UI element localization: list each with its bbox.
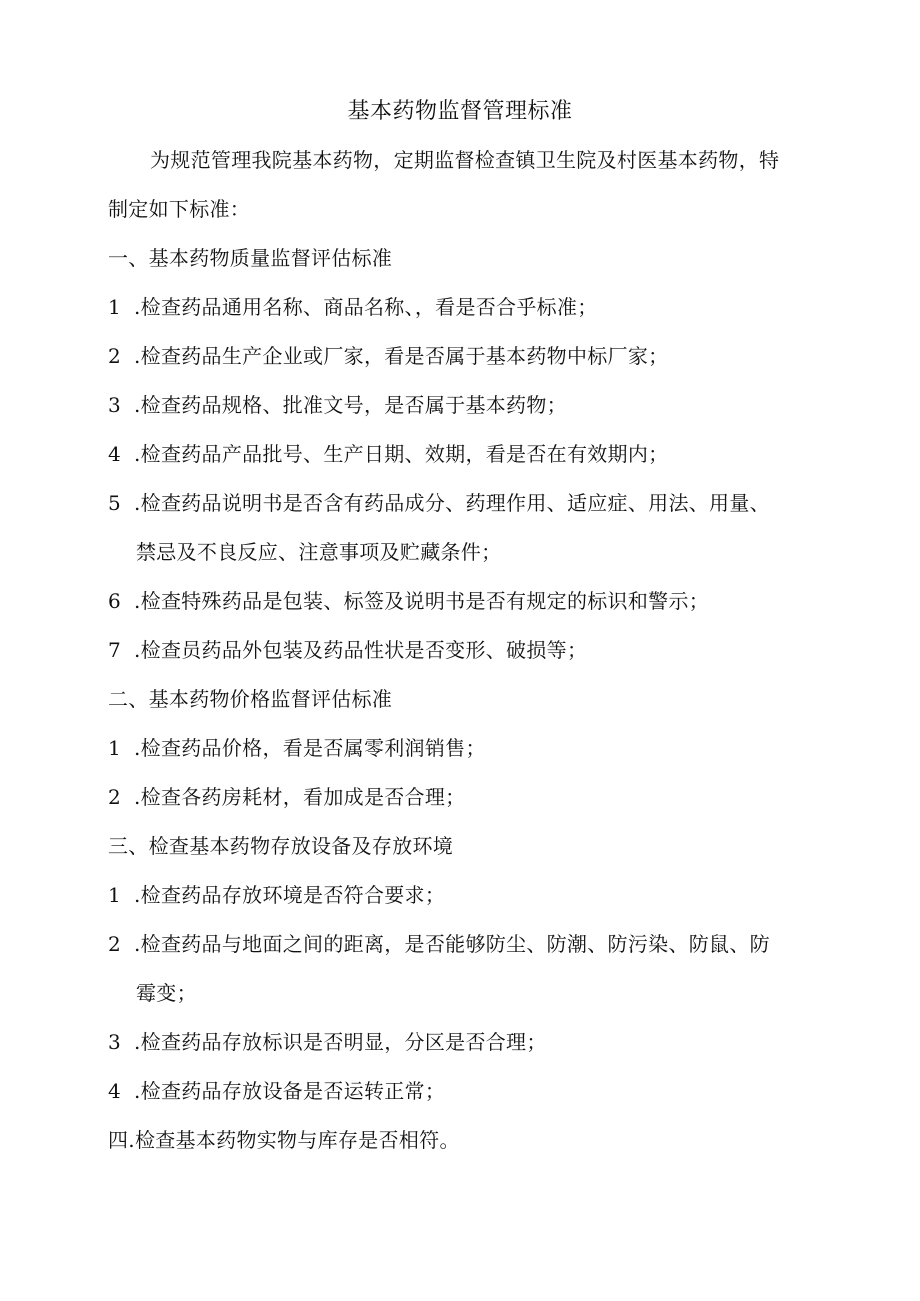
list-item: [108, 880, 828, 910]
list-item-continued: 霉变；: [136, 981, 197, 1005]
intro-line: 为规范管理我院基本药物，定期监督检查镇卫生院及村医基本药物，特: [150, 148, 780, 172]
list-item: [108, 733, 828, 763]
item-text: .检查药品产品批号、生产日期、效期，看是否在有效期内；: [134, 442, 669, 466]
section-heading: 四.检查基本药物实物与库存是否相符。: [108, 1128, 460, 1152]
item-text: .检查特殊药品是包装、标签及说明书是否有规定的标识和警示；: [134, 589, 710, 613]
item-number: 1: [108, 883, 122, 907]
section-heading: 三、检查基本药物存放设备及存放环境: [108, 834, 454, 858]
item-number: 3: [108, 1030, 122, 1054]
list-item: [108, 439, 828, 469]
item-text: .检查各药房耗材，看加成是否合理；: [134, 785, 466, 809]
item-number: 1: [108, 736, 122, 760]
list-item: [108, 488, 828, 518]
list-item: [108, 929, 828, 959]
section-heading: 二、基本药物价格监督评估标准: [108, 687, 393, 711]
list-item: [108, 586, 828, 616]
item-text: .检查药品价格，看是否属零利润销售；: [134, 736, 486, 760]
item-number: 4: [108, 442, 122, 466]
item-text: .检查药品与地面之间的距离，是否能够防尘、防潮、防污染、防鼠、防: [134, 932, 770, 956]
list-item-continued: 禁忌及不良反应、注意事项及贮藏条件；: [136, 540, 502, 564]
section-heading: 一、基本药物质量监督评估标准: [108, 246, 393, 270]
list-item: [108, 782, 828, 812]
item-text: .检查员药品外包装及药品性状是否变形、破损等；: [134, 638, 588, 662]
list-item: [108, 341, 828, 371]
item-text: .检查药品通用名称、商品名称、，看是否合乎标准；: [134, 295, 598, 319]
item-number: 3: [108, 393, 122, 417]
item-text: .检查药品规格、批准文号，是否属于基本药物；: [134, 393, 567, 417]
item-number: 2: [108, 932, 122, 956]
item-number: 6: [108, 589, 122, 613]
intro-line-continued: 制定如下标准：: [108, 197, 251, 221]
list-item: [108, 1076, 828, 1106]
item-text: .检查药品生产企业或厂家，看是否属于基本药物中标厂家；: [134, 344, 669, 368]
list-item: [108, 635, 828, 665]
item-text: .检查药品存放环境是否符合要求；: [134, 883, 446, 907]
item-number: 2: [108, 344, 122, 368]
list-item: [108, 292, 828, 322]
list-item: [108, 390, 828, 420]
item-number: 5: [108, 491, 122, 515]
item-text: .检查药品存放设备是否运转正常；: [134, 1079, 446, 1103]
list-item: [108, 1027, 828, 1057]
item-text: .检查药品存放标识是否明显，分区是否合理；: [134, 1030, 547, 1054]
item-number: 1: [108, 295, 122, 319]
page-title: 基本药物监督管理标准: [347, 99, 573, 124]
item-text: .检查药品说明书是否含有药品成分、药理作用、适应症、用法、用量、: [134, 491, 770, 515]
item-number: 4: [108, 1079, 122, 1103]
item-number: 7: [108, 638, 122, 662]
item-number: 2: [108, 785, 122, 809]
